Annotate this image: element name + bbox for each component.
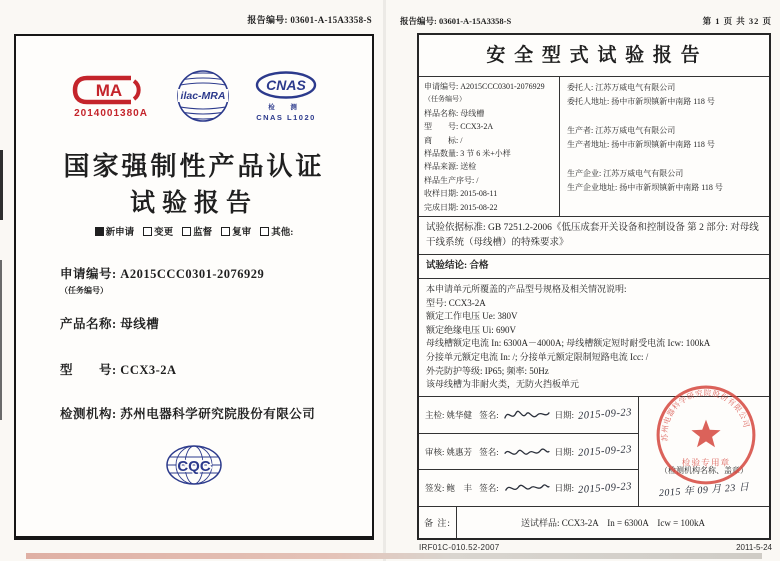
signature-label: 签名: — [479, 483, 499, 494]
cqc-logo — [16, 444, 372, 486]
product-specs-section — [419, 279, 769, 397]
signature-row-inspector — [419, 397, 638, 434]
signer-role: 主检: 姚华健 — [425, 409, 472, 420]
info-line: 委托人地址: 扬中市新坝镇新中南路 118 号 — [567, 97, 715, 106]
test-standard-row: 试验依据标准: GB 7251.2-2006《低压成套开关设备和控制设备 第 2 部分: 对母线干线系统（母线槽）的特殊要求》 — [419, 217, 769, 255]
spec-line: 额定绝缘电压 Ui: 690V — [426, 324, 517, 335]
ilac-mra-icon — [175, 68, 231, 124]
info-line: 申请编号: A2015CCC0301-2076929 — [424, 82, 545, 91]
checkbox-label: 其他: — [271, 228, 294, 238]
spec-line: 额定工作电压 Ue: 380V — [426, 311, 518, 322]
info-line: 型 号: CCX3-2A — [424, 122, 494, 132]
stamp-cell — [639, 397, 769, 506]
cnas-jiance-label: 检 测 — [268, 103, 304, 111]
report-title: 安 全 型 式 试 验 报 告 — [419, 35, 769, 77]
cnas-mark-icon — [255, 71, 317, 99]
page-indicator: 第 1 页 共 32 页 — [702, 16, 772, 26]
scan-edge-artifact — [0, 150, 3, 220]
scan-bottom-band — [26, 553, 762, 559]
svg-text:检验专用章: 检验专用章 — [681, 457, 731, 468]
info-line: 生产者地址: 扬中市新坝镇新中南路 118 号 — [567, 140, 715, 149]
signature-row-reviewer — [419, 434, 638, 471]
svg-text:ilac-MRA: ilac-MRA — [180, 90, 226, 102]
svg-text:MA: MA — [95, 80, 123, 100]
cma-mark-icon — [71, 74, 151, 106]
stamp-handwritten-date: 2015 年 09 月 23 日 — [658, 482, 750, 500]
checkbox-review — [221, 224, 251, 238]
info-line: 样品数量: 3 节 6 米+小样 — [424, 149, 511, 159]
signer-role: 签发: 鲍 丰 — [425, 483, 472, 494]
info-line: 生产企业: 江苏万威电气有限公司 — [567, 169, 684, 178]
checkbox-checked-icon — [95, 227, 104, 236]
signature-row-approver — [419, 470, 638, 506]
cqc-globe-icon — [165, 444, 223, 486]
checkbox-label: 监督 — [193, 228, 213, 238]
factory-group — [567, 167, 762, 195]
date-label: 日期: — [554, 483, 574, 494]
signature-rows — [419, 397, 639, 506]
checkbox-other — [260, 224, 293, 238]
test-conclusion-row: 试验结论: 合格 — [419, 255, 769, 279]
checkbox-empty-icon — [143, 227, 152, 236]
checkbox-change — [143, 224, 173, 238]
page-gap-shadow — [383, 0, 386, 561]
info-line: 委托人: 江苏万威电气有限公司 — [567, 83, 676, 92]
signature-label: 签名: — [479, 409, 499, 420]
cnas-logo — [255, 71, 317, 122]
signer-role: 审核: 姚惠芳 — [425, 446, 472, 457]
info-line: （任务编号） — [424, 95, 466, 104]
checkbox-empty-icon — [221, 227, 230, 236]
client-info-right — [560, 77, 769, 216]
remark-label: 备 注: — [419, 507, 457, 538]
info-line: 生产者: 江苏万威电气有限公司 — [567, 126, 676, 135]
spec-line: 该母线槽为非耐火类，无防火挡板单元 — [426, 379, 580, 390]
model-field: 型 号: CCX3-2A — [60, 363, 177, 377]
svg-text:CQC: CQC — [177, 458, 211, 475]
checkbox-label: 复审 — [232, 228, 252, 238]
checkbox-label: 新申请 — [105, 228, 135, 238]
checkbox-empty-icon — [182, 227, 191, 236]
application-type-checkboxes — [16, 224, 372, 238]
test-agency-field: 检测机构: 苏州电器科学研究院股份有限公司 — [60, 407, 316, 421]
left-report-number: 报告编号: 03601-A-15A3358-S — [247, 15, 372, 25]
cnas-code: CNAS L1020 — [256, 112, 316, 122]
date-label: 日期: — [554, 409, 574, 420]
checkbox-new-application — [95, 224, 135, 238]
signature-section — [419, 397, 769, 507]
report-table — [417, 33, 771, 540]
product-name-field: 产品名称: 母线槽 — [60, 317, 160, 331]
accreditation-logos — [16, 68, 372, 124]
handwritten-signature — [503, 442, 551, 462]
info-line: 完成日期: 2015-08-22 — [424, 202, 498, 212]
stamp-caption: （检测机构名称、盖章） — [660, 466, 748, 476]
spec-line: 母线槽额定电流 In: 6300A－4000A; 母线槽额定短时耐受电流 Icw: 100kA — [426, 338, 711, 349]
handwritten-date: 2015-09-23 — [577, 480, 633, 496]
info-line: 样品生产序号: / — [424, 175, 479, 185]
right-report-number: 报告编号: 03601-A-15A3358-S — [400, 16, 512, 26]
spec-line: 分接单元额定电流 In: /; 分接单元额定限制短路电流 Icc: / — [426, 351, 649, 362]
client-group — [567, 81, 762, 109]
checkbox-supervision — [182, 224, 212, 238]
spec-line: 外壳防护等级: IP65; 频率: 50Hz — [426, 365, 549, 376]
checkbox-empty-icon — [260, 227, 269, 236]
svg-text:苏州电器科学研究院股份有限公司: 苏州电器科学研究院股份有限公司 — [660, 388, 752, 442]
handwritten-date: 2015-09-23 — [577, 444, 633, 459]
info-line: 收样日期: 2015-08-11 — [424, 189, 498, 199]
application-number-field: 申请编号: A2015CCC0301-2076929 — [60, 267, 265, 281]
scan-edge-artifact — [0, 260, 2, 420]
info-line: 商 标: / — [424, 135, 463, 145]
cover-page — [14, 34, 374, 540]
handwritten-signature — [503, 405, 551, 425]
producer-group — [567, 124, 762, 152]
remark-row — [419, 507, 769, 538]
handwritten-date: 2015-09-23 — [577, 407, 633, 423]
sample-info-section — [419, 77, 769, 217]
info-line: 样品来源: 送检 — [424, 162, 477, 172]
task-number-note: （任务编号） — [60, 286, 108, 295]
cover-title-line1: 国家强制性产品认证 — [63, 152, 325, 181]
footer-date: 2011-5-24 — [736, 543, 772, 552]
signature-label: 签名: — [479, 446, 499, 457]
spec-line: 本申请单元所覆盖的产品型号规格及相关情况说明: — [426, 284, 627, 294]
info-line: 样品名称: 母线槽 — [424, 108, 485, 118]
info-line: 生产企业地址: 扬中市新坝镇新中南路 118 号 — [567, 183, 723, 192]
form-code-footer: IRF01C-010.52-2007 — [419, 543, 500, 552]
date-label: 日期: — [554, 446, 574, 457]
cma-logo — [71, 74, 151, 119]
cma-number: 2014001380A — [74, 107, 148, 119]
checkbox-label: 变更 — [154, 228, 174, 238]
spec-line: 型号: CCX3-2A — [426, 297, 486, 308]
handwritten-signature — [503, 478, 551, 498]
svg-text:CNAS: CNAS — [266, 76, 306, 93]
remark-value: 送试样品: CCX3-2A In = 6300A Icw = 100kA — [521, 518, 705, 529]
cover-title-line2: 试验报告 — [129, 190, 258, 217]
sample-info-left — [419, 77, 560, 216]
